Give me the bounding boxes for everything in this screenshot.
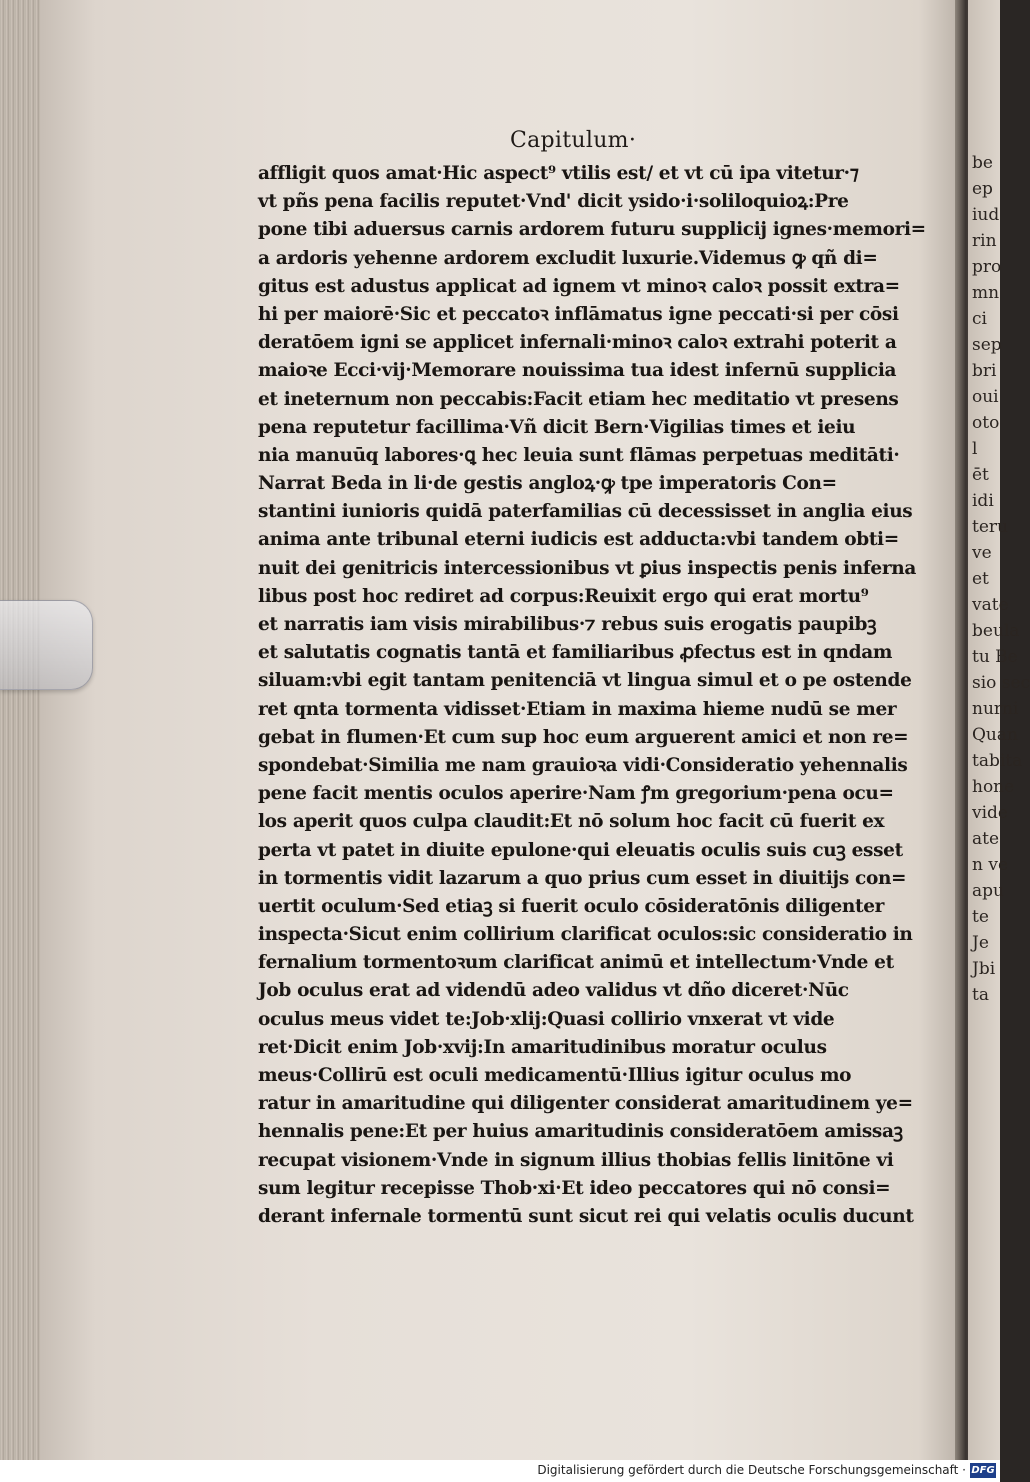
text-line: fernalium tormentoꝛum clarificat animū et intellectum·Vnde et <box>258 952 894 974</box>
text-line: et ineternum non peccabis:Facit etiam hec meditatio vt presens <box>258 388 899 410</box>
text-line: inspecta·Sicut enim collirium clarificat oculos:sic consideratio in <box>258 924 913 946</box>
facing-page-fragment: beula <box>972 621 1020 641</box>
funding-credit: Digitalisierung gefördert durch die Deutsche Forschungsgemeinschaft · <box>537 1463 966 1477</box>
facing-page-fragment: l <box>972 439 978 459</box>
facing-page-fragment: te <box>972 907 989 927</box>
facing-page-fragment: rin <box>972 231 997 251</box>
facing-page-fragment: tabita <box>972 751 1023 771</box>
facing-page-fragment: ci <box>972 309 987 329</box>
text-line: pone tibi aduersus carnis ardorem futuru supplicij ignes·memori= <box>258 219 926 241</box>
text-line: pene facit mentis oculos aperire·Nam ꝭm gregorium·pena ocu= <box>258 783 894 805</box>
facing-page-fragment: nurni <box>972 699 1019 719</box>
facing-page-fragment: ate <box>972 829 1000 849</box>
text-line: recupat visionem·Vnde in signum illius thobias fellis linitōne vi <box>258 1149 894 1171</box>
text-line: hi per maiorē·Sic et peccatoꝛ inflāmatus igne peccati·si per cōsi <box>258 303 899 325</box>
facing-page-fragment: et <box>972 569 989 589</box>
text-line: hennalis pene:Et per huius amaritudinis consideratōem amissaꝫ <box>258 1121 903 1143</box>
facing-page-fragment: hone <box>972 777 1015 797</box>
text-line: Narrat Beda in li·de gestis angloꝝ·ꝙ tpe imperatoris Con= <box>258 473 837 495</box>
facing-page-fragment: ēt <box>972 465 989 485</box>
running-title: Capitulum· <box>510 128 637 153</box>
text-line: deratōem igni se applicet infernali·minoꝛ caloꝛ extrahi poterit a <box>258 332 897 354</box>
facing-page-fragment: apu <box>972 881 1004 901</box>
text-line: stantini iunioris quidā paterfamilias cū decessisset in anglia eius <box>258 501 913 523</box>
text-line: meus·Collirū est oculi medicamentū·Illius igitur oculus mo <box>258 1065 852 1086</box>
facing-page-fragment: pro <box>972 257 1002 277</box>
facing-page-fragment: Quan <box>972 725 1018 745</box>
facing-page-fragment: idi <box>972 491 994 511</box>
facing-page-fragment: tu Be <box>972 647 1018 667</box>
text-line: pena reputetur facillima·Vñ dicit Bern·Vigilias times et ieiu <box>258 416 856 438</box>
facing-page-fragment: iud <box>972 205 1000 225</box>
text-line: vt pñs pena facilis reputet·Vnd' dicit ysido·i·soliloquioꝝ:Pre <box>258 191 849 213</box>
text-line: siluam:vbi egit tantam penitenciā vt lingua simul et o pe ostende <box>258 670 912 692</box>
text-line: Job oculus erat ad videndū adeo validus vt dño diceret·Nūc <box>258 980 849 1002</box>
text-line: nia manuūq labores·ꝗ hec leuia sunt flāmas perpetuas meditāti· <box>258 444 900 466</box>
text-line: in tormentis vidit lazarum a quo prius cum esset in diuitijs con= <box>258 867 907 889</box>
facing-page-fragment: n ve <box>972 855 1009 875</box>
facing-page-fragment: ve <box>972 543 992 563</box>
text-line: maioꝛe Ecci·vij·Memorare nouissima tua idest infernū supplicia <box>258 360 897 382</box>
text-line: anima ante tribunal eterni iudicis est adducta:vbi tandem obti= <box>258 529 899 551</box>
text-line: affligit quos amat·Hic aspect⁹ vtilis est/ et vt cū ipa vitetur·⁊ <box>258 163 859 184</box>
facing-page-fragment: ta <box>972 985 989 1005</box>
text-line: ret·Dicit enim Job·xvij:In amaritudinibus moratur oculus <box>258 1036 827 1058</box>
facing-page-fragment: sep <box>972 335 1002 355</box>
text-line: a ardoris yehenne ardorem excludit luxurie.Videmus ꝙ qñ di= <box>258 247 878 269</box>
text-line: perta vt patet in diuite epulone·qui eleuatis oculis suis cuꝫ esset <box>258 839 903 861</box>
text-line: nuit dei genitricis intercessionibus vt ꝑius inspectis penis inferna <box>258 557 916 579</box>
facing-page <box>968 0 1030 1460</box>
facing-page-fragment: bri <box>972 361 997 381</box>
text-line: los aperit quos culpa claudit:Et nō solum hoc facit cū fuerit ex <box>258 811 885 833</box>
text-line: oculus meus videt te:Job·xlij:Quasi collirio vnxerat vt vide <box>258 1008 835 1030</box>
text-line: gebat in flumen·Et cum sup hoc eum arguerent amici et non re= <box>258 726 909 748</box>
text-line: et salutatis cognatis tantā et familiaribus ꝓfectus est in qndam <box>258 642 893 664</box>
text-line: libus post hoc rediret ad corpus:Reuixit ergo qui erat mortu⁹ <box>258 585 869 607</box>
facing-page-fragment: sio sec <box>972 673 1030 693</box>
text-block <box>258 160 930 1231</box>
facing-page-fragment: vate <box>972 595 1009 615</box>
dfg-logo: DFG <box>971 1465 995 1476</box>
facing-page-fragment: vide <box>972 803 1008 823</box>
facing-page-fragment: be <box>972 153 993 173</box>
text-line: derant infernale tormentū sunt sicut rei qui velatis oculis ducunt <box>258 1205 914 1227</box>
text-line: uertit oculum·Sed etiaꝫ si fuerit oculo cōsideratōnis diligenter <box>258 895 885 917</box>
text-line: sum legitur recepisse Thob·xi·Et ideo peccatores qui nō consi= <box>258 1177 891 1199</box>
facing-page-fragment: Jbi <box>972 959 996 979</box>
facing-page-fragment: oui <box>972 387 999 407</box>
page-clip <box>0 600 93 690</box>
facing-page-fragment: Je <box>972 933 989 953</box>
text-line: spondebat·Similia me nam grauioꝛa vidi·Consideratio yehennalis <box>258 754 908 776</box>
text-line: ratur in amaritudine qui diligenter considerat amaritudinem ye= <box>258 1093 913 1115</box>
text-line: et narratis iam visis mirabilibus·⁊ rebus suis erogatis paupibꝫ <box>258 614 877 635</box>
facing-page-fragment: ep <box>972 179 993 199</box>
text-line: gitus est adustus applicat ad ignem vt minoꝛ caloꝛ possit extra= <box>258 275 900 297</box>
text-line: ret qnta tormenta vidisset·Etiam in maxima hieme nudū se mer <box>258 698 897 720</box>
facing-page-fragment: oto <box>972 413 1000 433</box>
facing-page-fragment: teru <box>972 517 1008 537</box>
footer-bar <box>0 1460 1000 1482</box>
facing-page-fragment: mn <box>972 283 1000 303</box>
